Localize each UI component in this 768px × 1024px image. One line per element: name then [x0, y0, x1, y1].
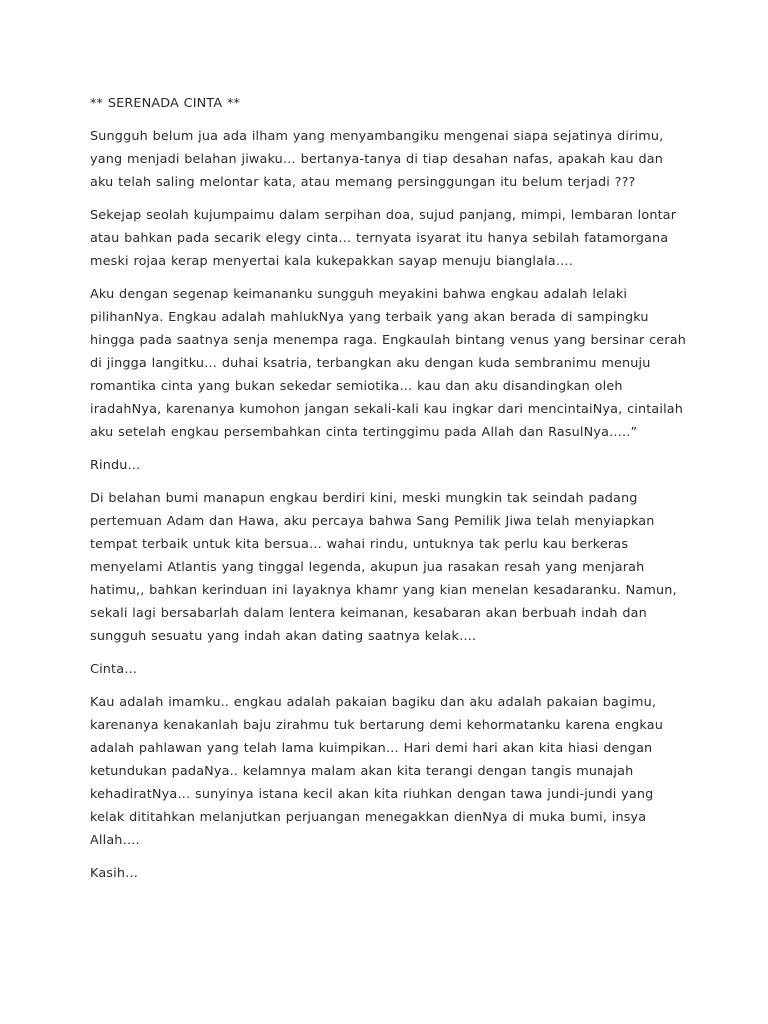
section-heading-cinta: Cinta…: [90, 662, 138, 677]
document-title: ** SERENADA CINTA **: [90, 96, 241, 111]
paragraph-4: Di belahan bumi manapun engkau berdiri kini, meski mungkin tak seindah padang pertemuan Adam dan Hawa, aku percaya bahwa Sang Pemilik Jiwa telah menyiapkan tempat terbaik untuk kita bersua… wahai rindu, untuknya tak perlu kau berkeras menyelami Atlantis yang tinggal legenda, akupun jua rasakan resah yang menjarah hatimu,, bahkan kerinduan ini layaknya khamr yang kian menelan kesadaranku. Namun, sekali lagi bersabarlah dalam lentera keimanan, kesabaran akan berbuah indah dan sungguh sesuatu yang indah akan dating saatnya kelak….: [90, 491, 677, 644]
paragraph-2: Sekejap seolah kujumpaimu dalam serpihan doa, sujud panjang, mimpi, lembaran lontar atau bahkan pada secarik elegy cinta… ternyata isyarat itu hanya sebilah fatamorgana meski rojaa kerap menyertai kala kukepakkan sayap menuju bianglala….: [90, 208, 677, 269]
section-heading-kasih: Kasih…: [90, 866, 139, 881]
paragraph-5: Kau adalah imamku.. engkau adalah pakaian bagiku dan aku adalah pakaian bagimu, karenanya kenakanlah baju zirahmu tuk bertarung demi kehormatanku karena engkau adalah pahlawan yang telah lama kuimpikan… Hari demi hari akan kita hiasi dengan ketundukan padaNya.. kelamnya malam akan kita terangi dengan tangis munajah kehadiratNya… sunyinya istana kecil akan kita riuhkan dengan tawa jundi-jundi yang kelak dititahkan melanjutkan perjuangan menegakkan dienNya di muka bumi, insya Allah….: [90, 695, 664, 848]
paragraph-3: Aku dengan segenap keimananku sungguh meyakini bahwa engkau adalah lelaki pilihanNya. Engkau adalah mahlukNya yang terbaik yang akan berada di sampingku hingga pada saatnya senja menempa raga. Engkaulah bintang venus yang bersinar cerah di jingga langitku… duhai ksatria, terbangkan aku dengan kuda sembranimu menuju romantika cinta yang bukan sekedar semiotika… kau dan aku disandingkan oleh iradahNya, karenanya kumohon jangan sekali-kali kau ingkar dari mencintaiNya, cintailah aku setelah engkau persembahkan cinta tertinggimu pada Allah dan RasulNya…..”: [90, 287, 686, 440]
paragraph-1: Sungguh belum jua ada ilham yang menyambangiku mengenai siapa sejatinya dirimu, yang menjadi belahan jiwaku… bertanya-tanya di tiap desahan nafas, apakah kau dan aku telah saling melontar kata, atau memang persinggungan itu belum terjadi ???: [90, 129, 664, 190]
document-body: [90, 92, 690, 895]
section-heading-rindu: Rindu…: [90, 458, 141, 473]
